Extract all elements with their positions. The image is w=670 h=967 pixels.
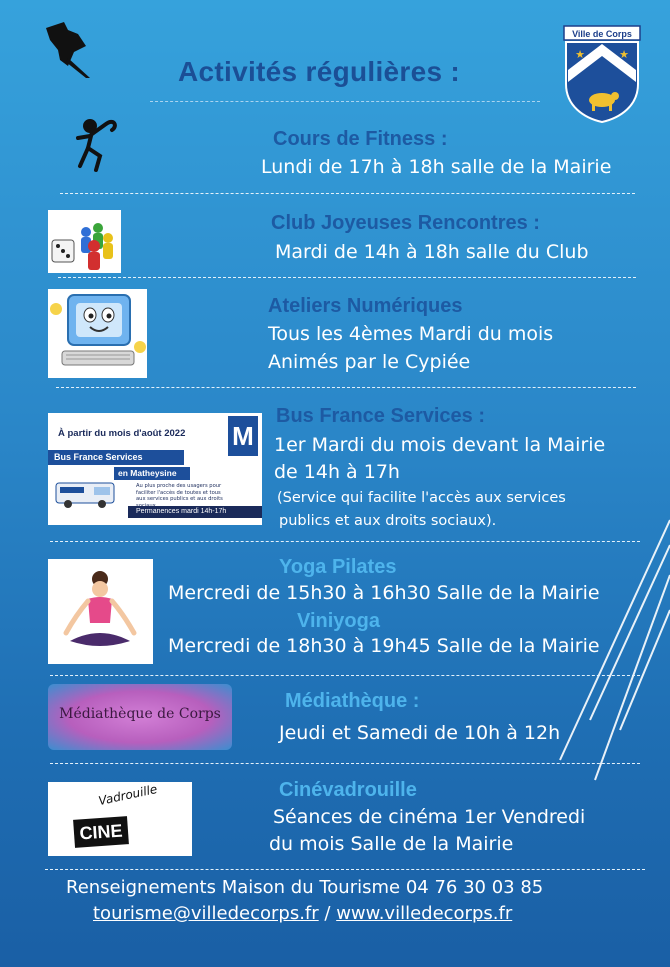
footer-info: Renseignements Maison du Tourisme 04 76 30 03 85 (66, 877, 544, 898)
website-link[interactable]: www.villedecorps.fr (336, 903, 513, 924)
crest-town-name: Ville de Corps (572, 29, 632, 39)
fitness-schedule: Lundi de 17h à 18h salle de la Mairie (261, 156, 612, 178)
cine-heading: Cinévadrouille (279, 779, 417, 801)
yoga-pilates-heading: Yoga Pilates (279, 556, 397, 578)
footer-separator: / (318, 903, 337, 924)
poster-date-line: À partir du mois d'août 2022 (58, 428, 186, 439)
divider (60, 193, 635, 194)
mediatheque-logo-text: Médiathèque de Corps (59, 706, 221, 722)
poster-band: Bus France Services (48, 450, 184, 465)
ateliers-line-1: Tous les 4èmes Mardi du mois (268, 323, 554, 345)
email-link[interactable]: tourisme@villedecorps.fr (93, 903, 319, 924)
divider (50, 763, 640, 764)
club-schedule: Mardi de 14h à 18h salle du Club (275, 241, 589, 263)
divider (50, 541, 640, 542)
bus-note-1: (Service qui facilite l'accès aux services (277, 490, 566, 506)
page-title: Activités régulières : (178, 56, 461, 87)
mediatheque-logo (48, 684, 232, 750)
divider (45, 869, 645, 870)
cine-line-2: du mois Salle de la Mairie (269, 833, 514, 855)
bus-line-1: 1er Mardi du mois devant la Mairie (274, 434, 606, 456)
yoga-woman-image (48, 559, 153, 664)
divider (56, 387, 636, 388)
mediatheque-schedule: Jeudi et Samedi de 10h à 12h (279, 722, 561, 744)
bus-note-2: publics et aux droits sociaux). (279, 513, 497, 529)
viniyoga-heading: Viniyoga (297, 610, 380, 632)
mediatheque-heading: Médiathèque : (285, 690, 420, 712)
yoga-pilates-schedule: Mercredi de 15h30 à 16h30 Salle de la Mairie (168, 582, 600, 604)
cine-logo-bottom: CINE (73, 816, 129, 848)
cine-logo-top: Vadrouille (97, 782, 159, 809)
pushpin-icon (38, 20, 96, 80)
footer-links (93, 903, 512, 924)
ateliers-heading: Ateliers Numériques (268, 295, 463, 317)
fitness-dancer-icon (70, 116, 124, 174)
svg-text:★: ★ (619, 48, 629, 61)
title-divider (150, 101, 540, 102)
bus-heading: Bus France Services : (276, 405, 485, 427)
club-heading: Club Joyeuses Rencontres : (271, 212, 540, 234)
bus-france-services-poster (48, 413, 262, 525)
computer-mascot-image (48, 289, 147, 378)
poster-logo-m: M (228, 416, 258, 456)
cinevadrouille-logo (48, 782, 192, 856)
poster-footer: Permanences mardi 14h-17h (128, 506, 262, 518)
fitness-heading: Cours de Fitness : (273, 128, 448, 150)
divider (58, 277, 636, 278)
poster-bus-icon (54, 479, 118, 509)
poster-blurb: Au plus proche des usagers pour faciliter l'accès de toutes et tous aux services publics et aux droits (136, 483, 223, 502)
poster-band-2: en Matheysine (114, 467, 190, 480)
town-crest (562, 24, 642, 124)
board-game-image (48, 210, 121, 273)
bus-line-2: de 14h à 17h (274, 461, 400, 483)
cine-line-1: Séances de cinéma 1er Vendredi (273, 806, 586, 828)
ateliers-line-2: Animés par le Cypiée (268, 351, 471, 373)
svg-text:★: ★ (575, 48, 585, 61)
viniyoga-schedule: Mercredi de 18h30 à 19h45 Salle de la Mairie (168, 635, 600, 657)
divider (50, 675, 640, 676)
